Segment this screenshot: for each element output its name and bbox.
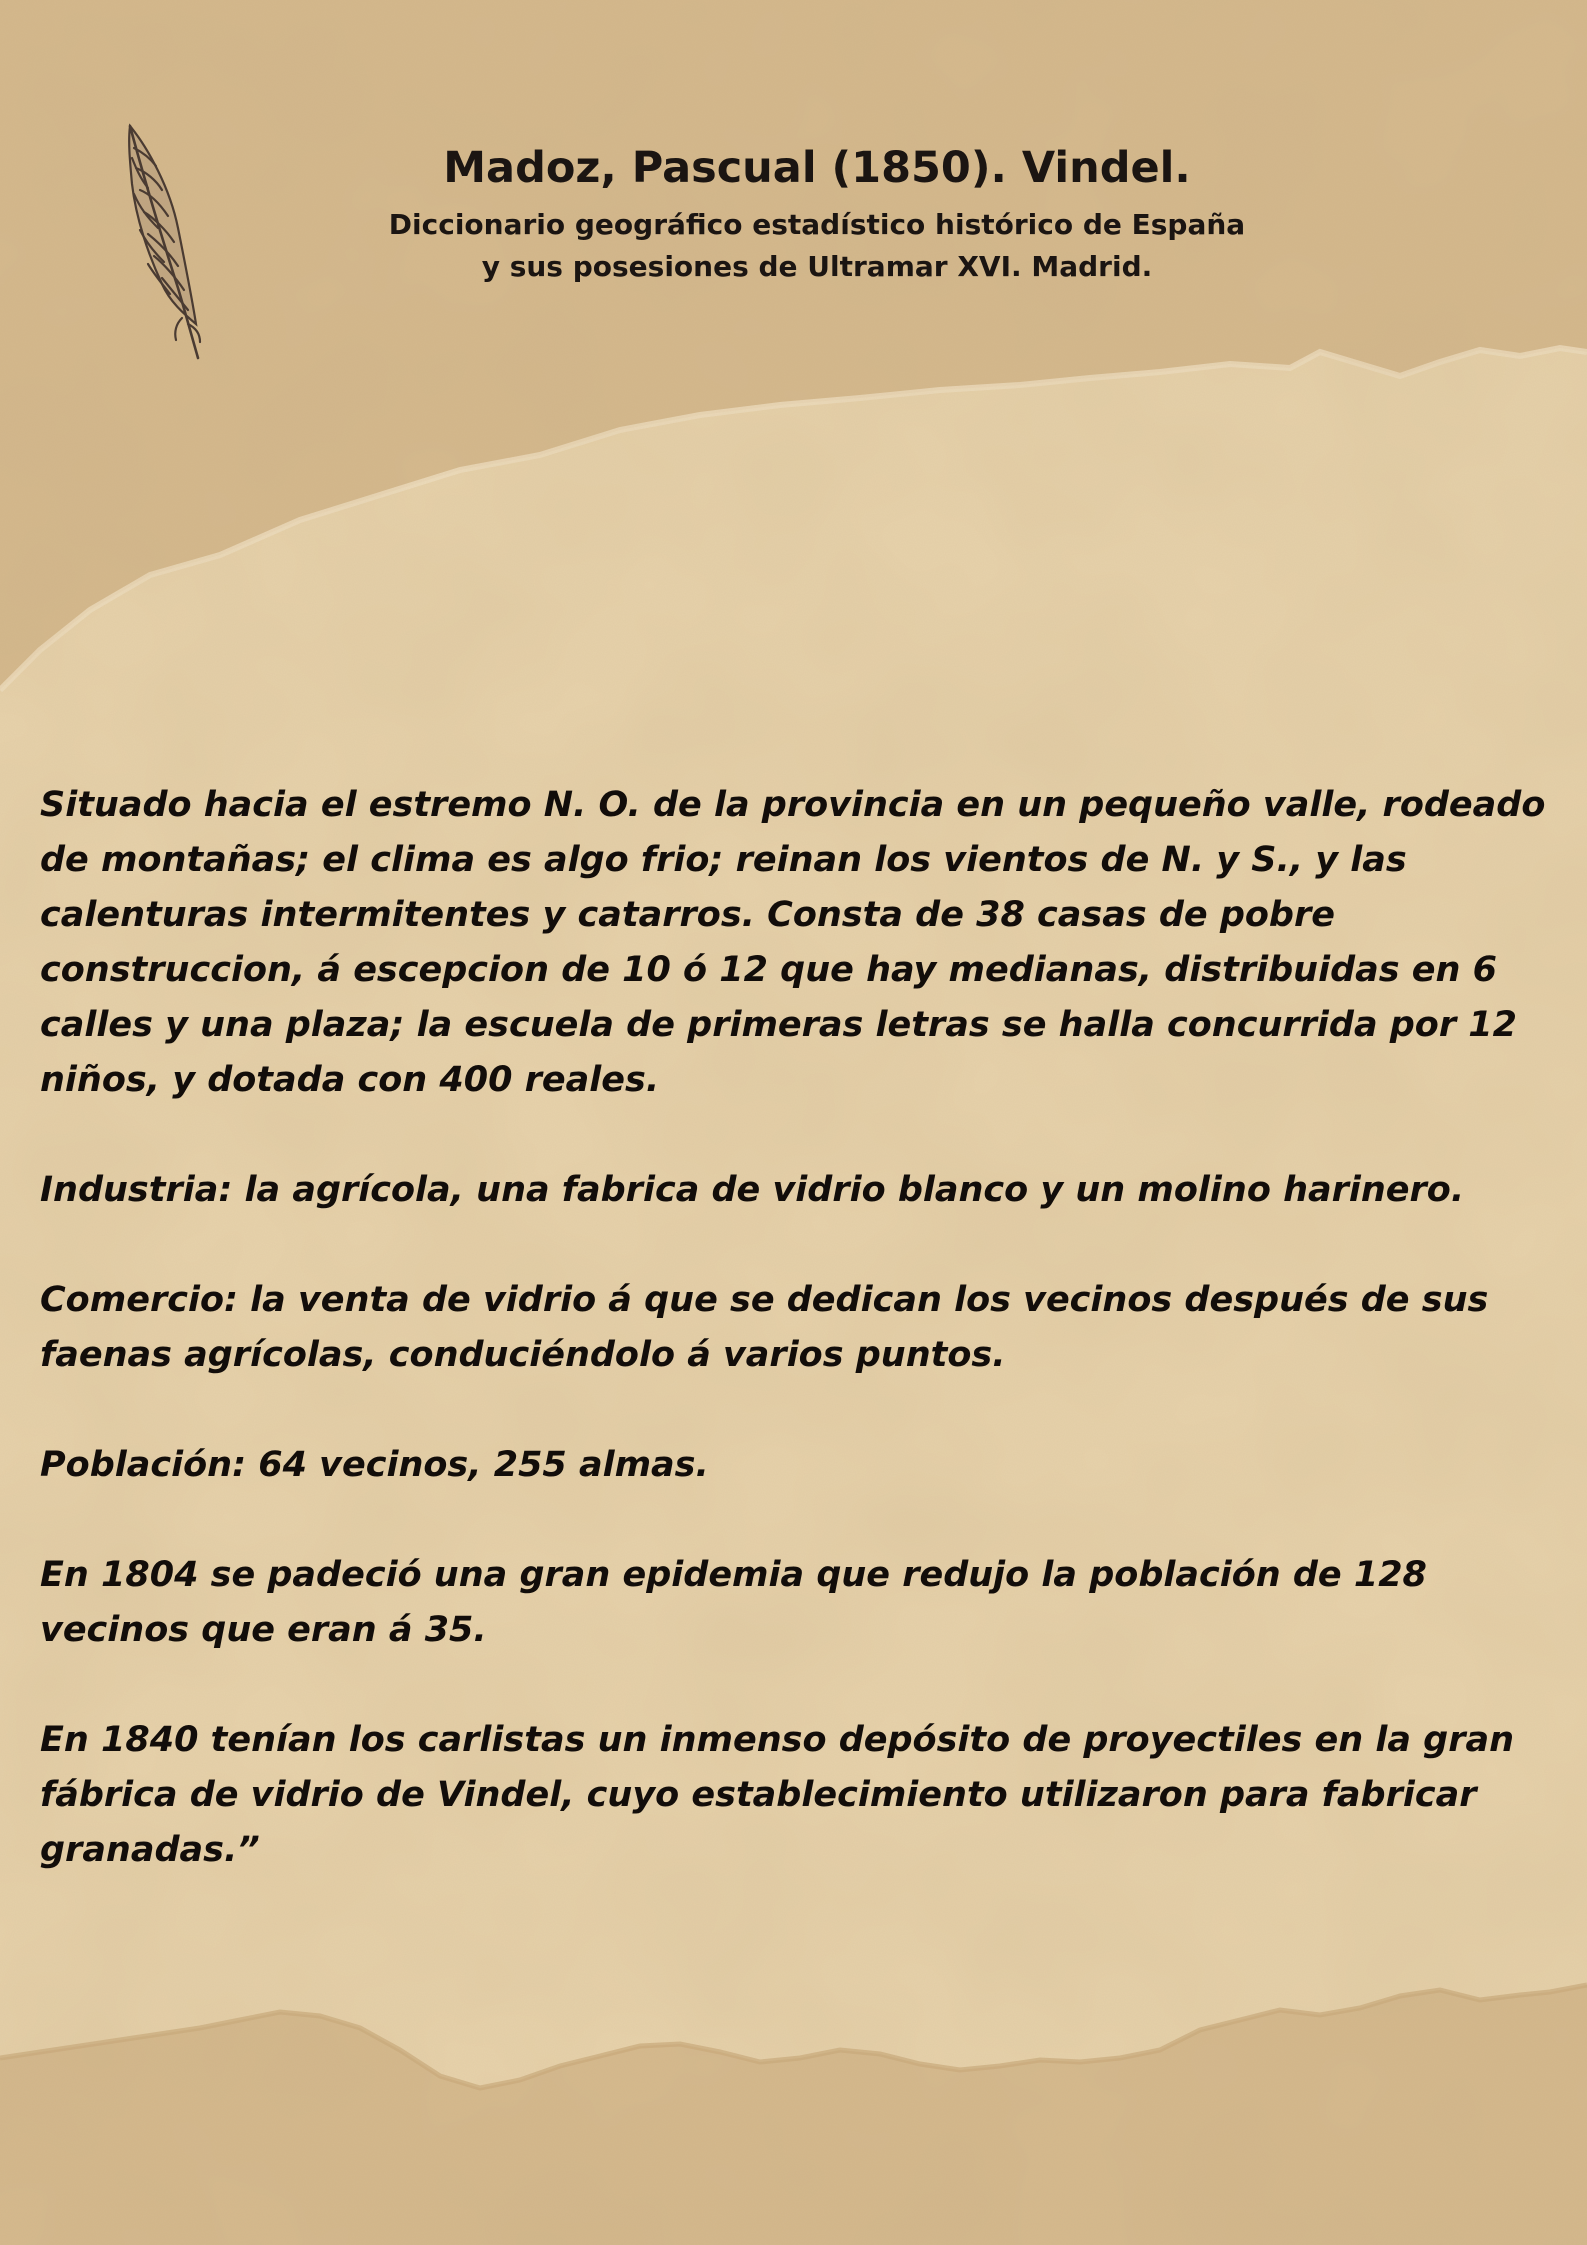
citation-title: Madoz, Pascual (1850). Vindel. <box>443 143 1191 193</box>
paragraph-carlistas-1840: En 1840 tenían los carlistas un inmenso depósito de proyectiles en la gran fábrica de vidrio de Vindel, cuyo establecimiento utilizaron para fabricar granadas.” <box>40 1720 1514 1870</box>
paragraph-comercio: Comercio: la venta de vidrio á que se dedican los vecinos después de sus faenas agrícolas, conduciéndolo á varios puntos. <box>40 1280 1489 1375</box>
subtitle-line-2: y sus posesiones de Ultramar XVI. Madrid. <box>481 250 1153 283</box>
citation-subtitle <box>0 204 1587 288</box>
subtitle-line-1: Diccionario geográfico estadístico histórico de España <box>388 208 1246 241</box>
paragraph-description: Situado hacia el estremo N. O. de la provincia en un pequeño valle, rodeado de montañas; el clima es algo frio; reinan los vientos de N. y S., y las calenturas intermitentes y catarros. Consta de 38 casas de pobre construccion, á escepcion de 10 ó 12 que hay medianas, distribuidas en 6 calles y una plaza; la escuela de primeras letras se halla concurrida por 12 niños, y dotada con 400 reales. <box>40 785 1546 1100</box>
paragraph-industria: Industria: la agrícola, una fabrica de vidrio blanco y un molino harinero. <box>40 1170 1465 1210</box>
paragraph-poblacion: Población: 64 vecinos, 255 almas. <box>40 1445 709 1485</box>
paragraph-epidemia-1804: En 1804 se padeció una gran epidemia que redujo la población de 128 vecinos que eran á 35. <box>40 1555 1427 1650</box>
document-body <box>40 778 1560 1933</box>
